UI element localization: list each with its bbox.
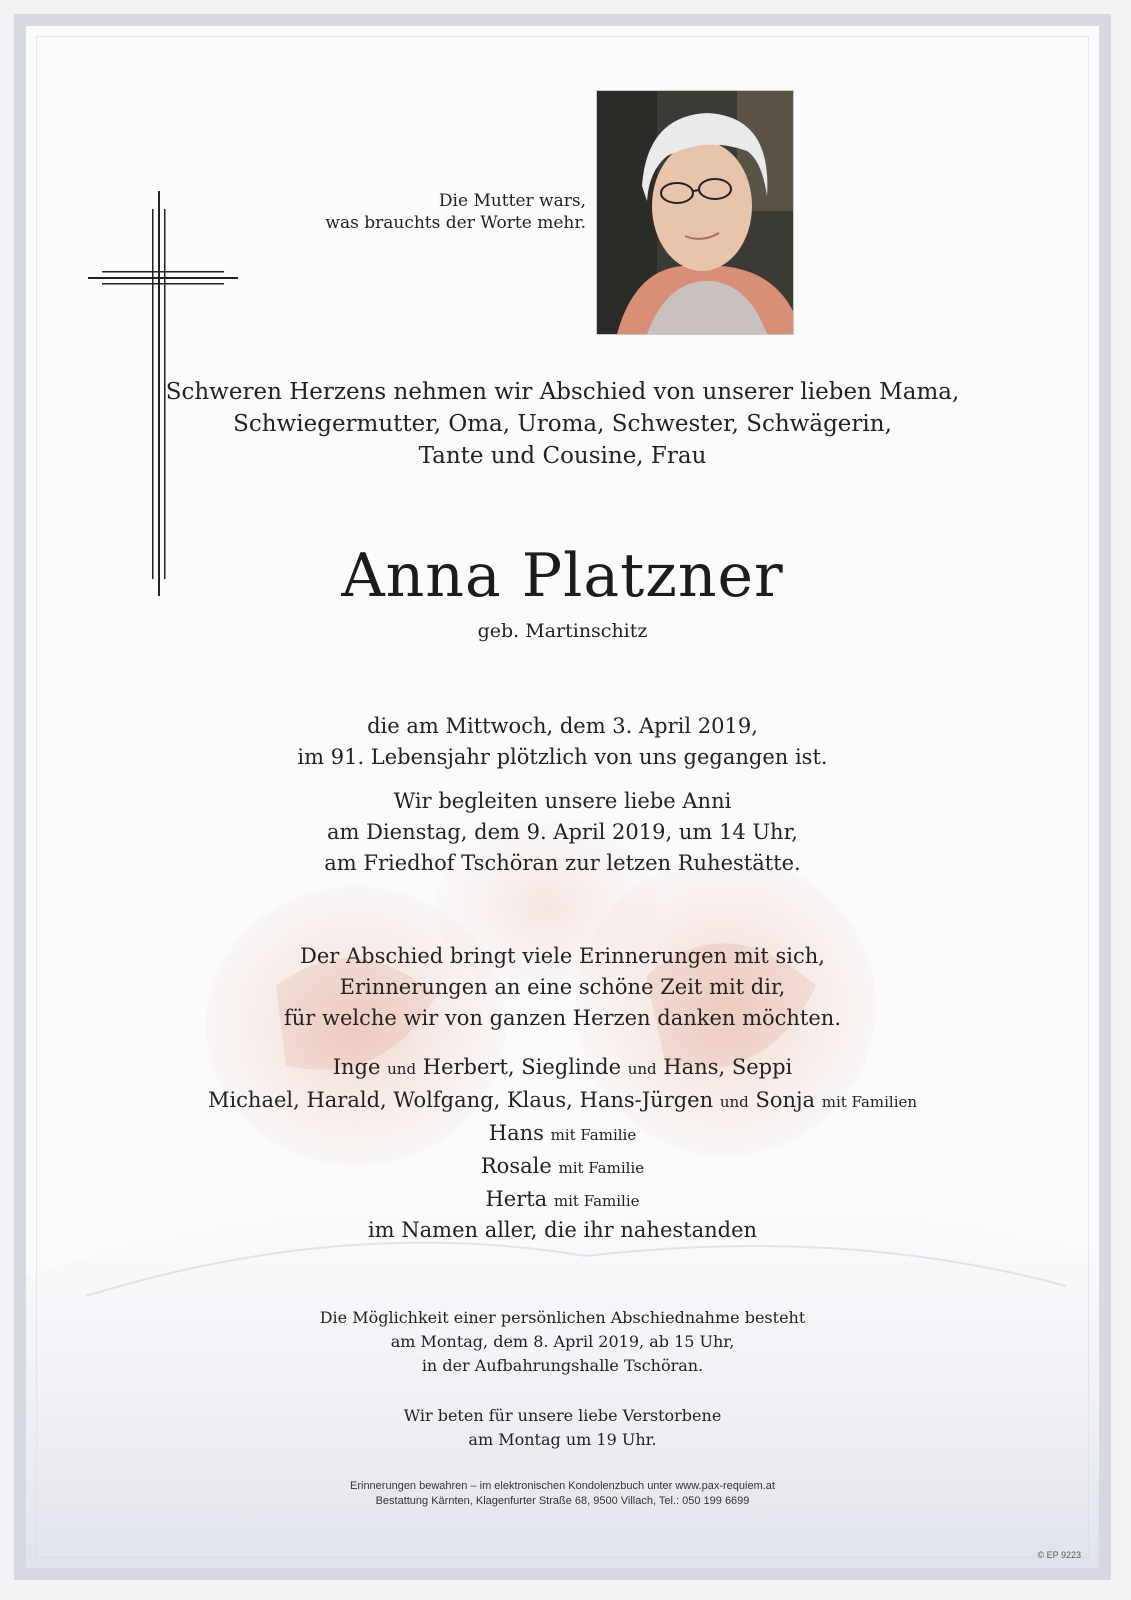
- mourners-row: Michael, Harald, Wolfgang, Klaus, Hans-Jürgen und Sonja mit Familien: [207, 1088, 918, 1112]
- quote-line: was brauchts der Worte mehr.: [325, 213, 586, 233]
- death-notice: [26, 711, 1099, 773]
- prayer-line: am Montag um 19 Uhr.: [468, 1430, 657, 1449]
- viewing-notice: [26, 1306, 1099, 1378]
- deceased-name: Anna Platzner: [341, 541, 784, 611]
- mourners-row: Rosale mit Familie: [480, 1154, 645, 1178]
- reflection-line: Der Abschied bringt viele Erinnerungen mit sich,: [300, 944, 825, 968]
- footer: [26, 1479, 1099, 1509]
- viewing-line: Die Möglichkeit einer persönlichen Abschiednahme besteht: [319, 1308, 806, 1327]
- portrait-photo: [596, 90, 794, 335]
- intro-line: Tante und Cousine, Frau: [418, 443, 707, 469]
- death-line: die am Mittwoch, dem 3. April 2019,: [367, 714, 758, 738]
- quote-line: Die Mutter wars,: [438, 191, 586, 211]
- reflection-line: Erinnerungen an eine schöne Zeit mit dir,: [339, 975, 786, 999]
- viewing-line: in der Aufbahrungshalle Tschöran.: [421, 1356, 704, 1375]
- prayer-notice: [26, 1404, 1099, 1452]
- death-line: im 91. Lebensjahr plötzlich von uns gegangen ist.: [297, 745, 828, 769]
- prayer-line: Wir beten für unsere liebe Verstorbene: [403, 1406, 722, 1425]
- burial-line: am Dienstag, dem 9. April 2019, um 14 Uhr,: [326, 820, 798, 844]
- burial-line: am Friedhof Tschöran zur letzen Ruhestätte.: [324, 851, 801, 875]
- footer-line: Erinnerungen bewahren – im elektronischen Kondolenzbuch unter www.pax-requiem.at: [350, 1480, 775, 1492]
- intro-text: [26, 376, 1099, 472]
- maiden-name: geb. Martinschitz: [477, 620, 648, 642]
- intro-line: Schweren Herzens nehmen wir Abschied von unserer lieben Mama,: [165, 379, 960, 405]
- reflection-line: für welche wir von ganzen Herzen danken möchten.: [283, 1006, 842, 1030]
- mourners-row: Hans mit Familie: [488, 1121, 637, 1145]
- intro-line: Schwiegermutter, Oma, Uroma, Schwester, Schwägerin,: [233, 411, 892, 437]
- obituary-sheet: [14, 14, 1111, 1580]
- reflection-text: [26, 941, 1099, 1034]
- opening-quote: [256, 190, 586, 234]
- footer-line: Bestattung Kärnten, Klagenfurter Straße 68, 9500 Villach, Tel.: 050 199 6699: [375, 1495, 750, 1507]
- mourners-row: Herta mit Familie: [485, 1187, 640, 1211]
- mourners-row: Inge und Herbert, Sieglinde und Hans, Seppi: [332, 1055, 793, 1079]
- burial-line: Wir begleiten unsere liebe Anni: [393, 789, 732, 813]
- mourners-list: [26, 1052, 1099, 1217]
- viewing-line: am Montag, dem 8. April 2019, ab 15 Uhr,: [390, 1332, 735, 1351]
- burial-notice: [26, 786, 1099, 879]
- document-code: © EP 9223: [1037, 1550, 1081, 1560]
- signoff-line: im Namen aller, die ihr nahestanden: [367, 1218, 758, 1242]
